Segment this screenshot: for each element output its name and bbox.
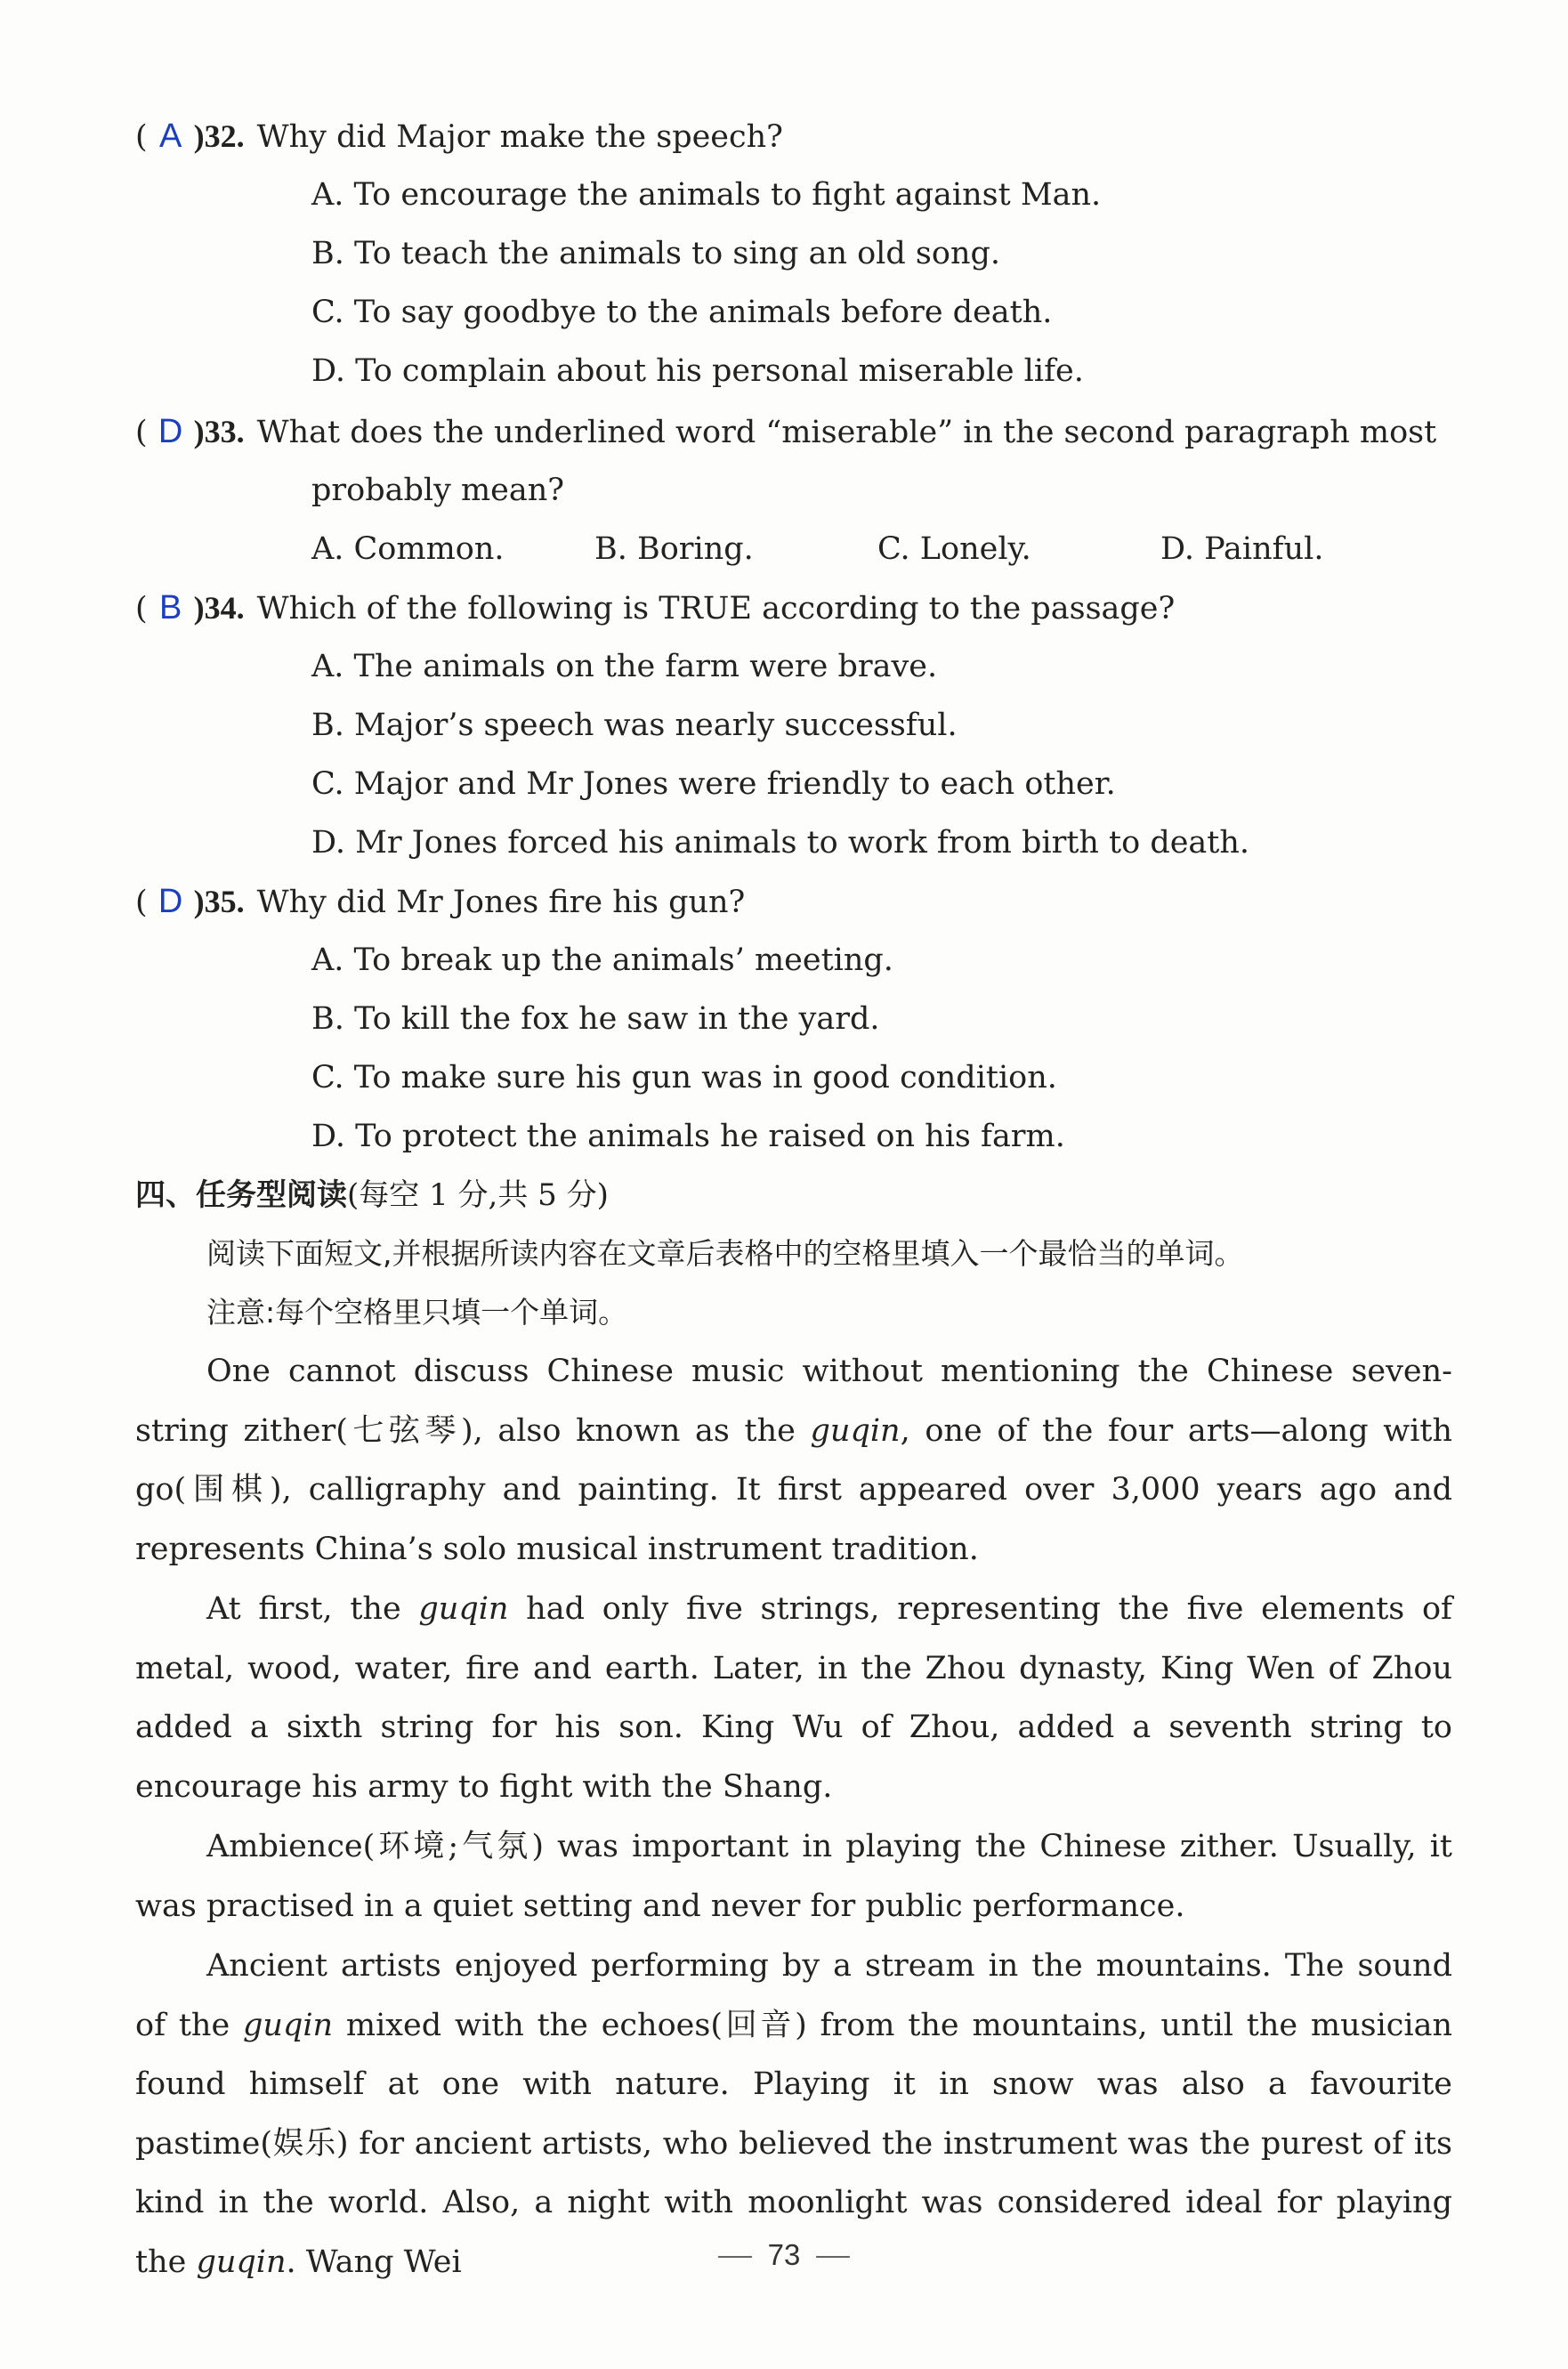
page-number: 73: [767, 2238, 801, 2271]
paren-open: (: [135, 591, 148, 627]
question-text-35: Why did Mr Jones fire his gun?: [256, 885, 746, 920]
section-title: [135, 1166, 609, 1225]
question-number-33: )33.: [193, 414, 245, 449]
instruction-2: 注意:每个空格里只填一个单词。: [206, 1295, 628, 1330]
paren-open: (: [135, 415, 148, 450]
option-34-b: B. Major’s speech was nearly successful.: [311, 707, 958, 743]
p1-italic: guqin: [810, 1412, 901, 1449]
option-34-c: C. Major and Mr Jones were friendly to each other.: [311, 766, 1116, 802]
option-33-a: A. Common.: [311, 531, 505, 567]
answer-33: D: [158, 413, 183, 450]
p2-italic: guqin: [418, 1591, 509, 1627]
answer-32: A: [158, 117, 182, 155]
section-score: (每空 1 分,共 5 分): [347, 1177, 609, 1213]
question-34: [135, 578, 1175, 638]
option-35-b: B. To kill the fox he saw in the yard.: [311, 1001, 880, 1037]
option-32-d: D. To complain about his personal miserable life.: [311, 353, 1084, 389]
question-number-34: )34.: [193, 590, 245, 626]
p1-text-b: , one of the four arts—along with go(围棋), calligraphy and painting. It first appeared over 3,000 years ago and represents China’s solo musical instrument tradition.: [135, 1412, 1452, 1567]
option-34-d: D. Mr Jones forced his animals to work from birth to death.: [311, 825, 1250, 861]
p2-text-b: had only five strings, representing the five elements of metal, wood, water, fire and earth. Later, in the Zhou dynasty, King Wen of Zhou added a sixth string for his son. King Wu of Zhou, added a seventh string to encourage his army to fight with the Shang.: [135, 1591, 1452, 1805]
option-32-b: B. To teach the animals to sing an old song.: [311, 236, 1001, 271]
question-text-34: Which of the following is TRUE according to the passage?: [256, 591, 1176, 627]
p4-text-b: mixed with the echoes(回音) from the mountains, until the musician found himself at one with nature. Playing it in snow was also a favourite pastime(娱乐) for ancient artists, who believed the instrument was the purest of its kind in the world. Also, a night with moonlight was considered ideal for playing the: [135, 2007, 1452, 2280]
option-35-c: C. To make sure his gun was in good condition.: [311, 1060, 1057, 1096]
paren-open: (: [135, 119, 148, 155]
option-33-b: B. Boring.: [594, 531, 754, 567]
question-text-33-cont: probably mean?: [311, 473, 565, 508]
p4-text-a: Ancient artists enjoyed performing by a stream in the mountains. The sound of the: [135, 1948, 1452, 2043]
passage-paragraph-3: [135, 1817, 1452, 1936]
option-34-a: A. The animals on the farm were brave.: [311, 649, 938, 684]
answer-34: B: [158, 589, 182, 627]
question-text-32: Why did Major make the speech?: [256, 119, 783, 155]
options-33: [311, 520, 1323, 578]
option-33-c: C. Lonely.: [877, 531, 1031, 567]
option-35-d: D. To protect the animals he raised on his farm.: [311, 1119, 1065, 1154]
passage-paragraph-1: [135, 1342, 1452, 1579]
footer-dash-left: [718, 2256, 752, 2258]
question-number-35: )35.: [193, 884, 245, 919]
p4-italic-2: guqin: [196, 2244, 287, 2280]
option-35-a: A. To break up the animals’ meeting.: [311, 942, 893, 978]
p1-text-a: One cannot discuss Chinese music without mentioning the Chinese seven-string zither(七弦琴), also known as the: [135, 1354, 1452, 1449]
question-33: [135, 402, 1436, 462]
passage-paragraph-2: [135, 1580, 1452, 1816]
paren-open: (: [135, 885, 148, 920]
option-32-a: A. To encourage the animals to fight against Man.: [311, 177, 1102, 213]
footer-dash-right: [816, 2256, 850, 2258]
question-32: [135, 107, 783, 166]
section-heading: 四、任务型阅读: [135, 1177, 347, 1213]
p4-italic: guqin: [243, 2007, 334, 2043]
question-text-33: What does the underlined word “miserable” in the second paragraph most: [256, 415, 1437, 450]
question-35: [135, 872, 745, 932]
p3-text: Ambience(环境;气氛) was important in playing the Chinese zither. Usually, it was practised in a quiet setting and never for public performance.: [135, 1829, 1452, 1924]
page-footer: [0, 2238, 1568, 2272]
option-33-d: D. Painful.: [1160, 531, 1324, 567]
answer-35: D: [158, 883, 183, 920]
question-number-32: )32.: [193, 118, 245, 154]
p4-text-c: . Wang Wei: [286, 2244, 462, 2280]
instruction-1: 阅读下面短文,并根据所读内容在文章后表格中的空格里填入一个最恰当的单词。: [206, 1236, 1244, 1271]
p2-text-a: At first, the: [206, 1591, 419, 1627]
option-32-c: C. To say goodbye to the animals before death.: [311, 295, 1053, 330]
